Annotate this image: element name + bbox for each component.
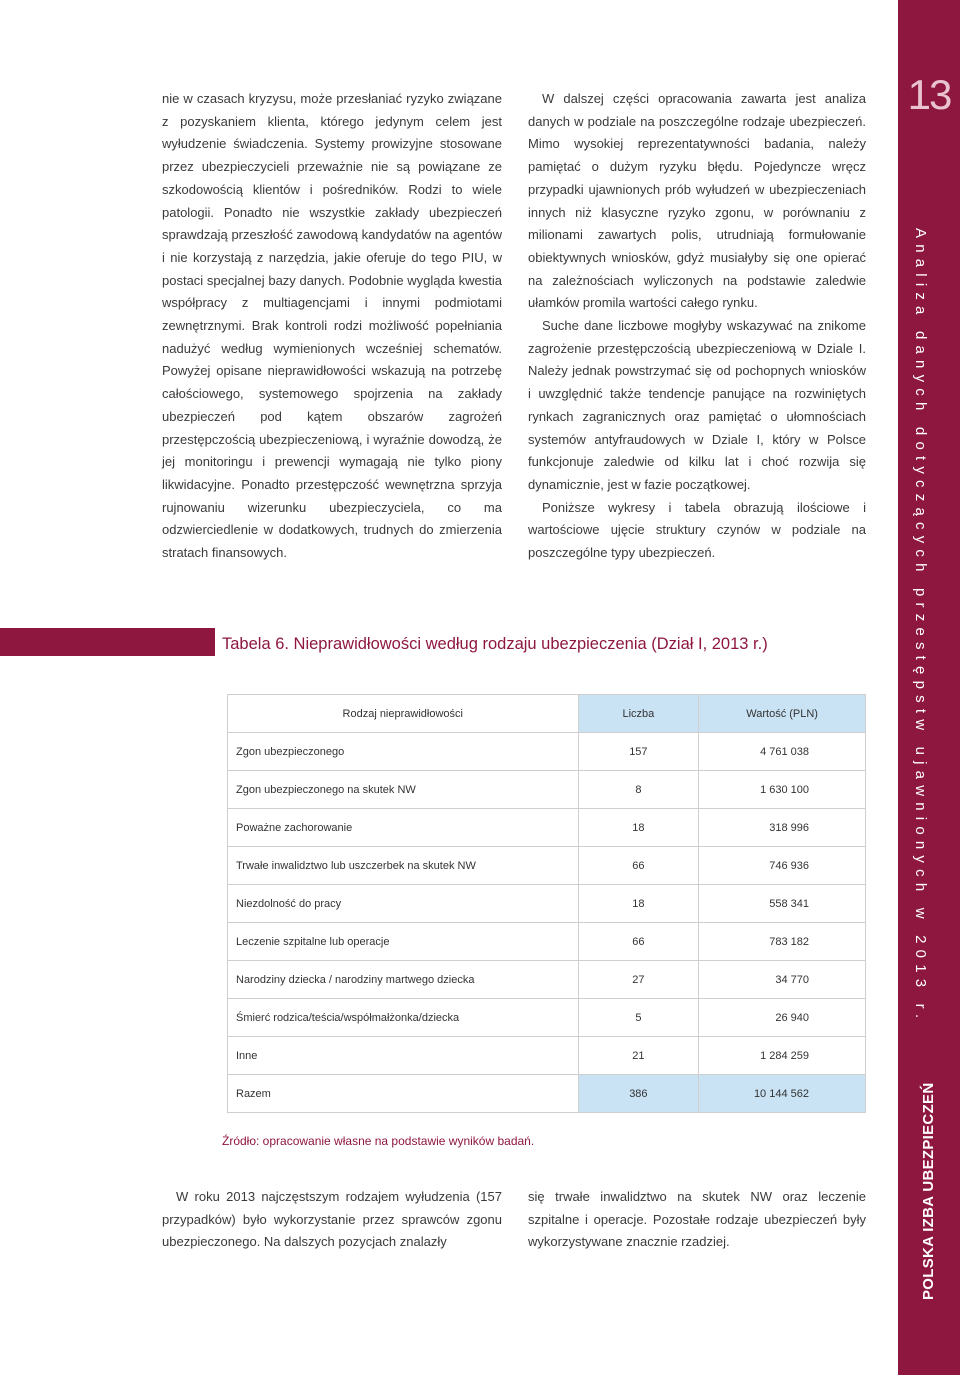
bottom-right-paragraph: się trwałe inwalidztwo na skutek NW oraz leczenie szpitalne i operacje. Pozostałe rodzaje ubezpieczeń były wykorzystywane znacznie rzadziej. <box>528 1189 866 1250</box>
row-value: 34 770 <box>699 961 866 999</box>
row-value: 4 761 038 <box>699 733 866 771</box>
table-accent-bar <box>0 628 215 656</box>
header-value: Wartość (PLN) <box>699 695 866 733</box>
row-count: 21 <box>578 1037 699 1075</box>
row-count: 66 <box>578 847 699 885</box>
row-value: 1 630 100 <box>699 771 866 809</box>
table-row <box>228 923 866 961</box>
publisher-name: POLSKA IZBA UBEZPIECZEŃ <box>920 1082 937 1300</box>
bottom-left-column <box>162 1186 502 1254</box>
row-type: Inne <box>228 1037 579 1075</box>
header-count: Liczba <box>578 695 699 733</box>
right-column <box>528 88 866 565</box>
table-row <box>228 847 866 885</box>
right-paragraph-3: Poniższe wykresy i tabela obrazują ilościowe i wartościowe ujęcie struktury czynów w podziale na poszczególne typy ubezpieczeń. <box>528 499 866 561</box>
row-type: Zgon ubezpieczonego na skutek NW <box>228 771 579 809</box>
table-header-row <box>228 695 866 733</box>
row-count: 66 <box>578 923 699 961</box>
row-count: 18 <box>578 809 699 847</box>
row-type: Narodziny dziecka / narodziny martwego dziecka <box>228 961 579 999</box>
row-type: Leczenie szpitalne lub operacje <box>228 923 579 961</box>
row-count: 18 <box>578 885 699 923</box>
total-value: 10 144 562 <box>699 1075 866 1113</box>
table-row <box>228 1037 866 1075</box>
table-row <box>228 999 866 1037</box>
table-row <box>228 885 866 923</box>
row-count: 5 <box>578 999 699 1037</box>
table-source-note: Źródło: opracowanie własne na podstawie wyników badań. <box>222 1134 535 1148</box>
left-paragraph-1: nie w czasach kryzysu, może przesłaniać ryzyko związane z pozyskaniem klienta, którego jedynym celem jest wyłudzenie świadczenia. Systemy prowizyjne stosowane przez ubezpieczycieli przeważnie nie są powiązane ze szkodowością klientów i pośredników. Rodzi to wiele patologii. Ponadto nie wszystkie zakłady ubezpieczeń sprawdzają przeszłość zawodową kandydatów na agentów i nie korzystają z narzędzia, jakie oferuje do tego PIU, w postaci specjalnej bazy danych. Podobnie wygląda kwestia współpracy z multiagencjami i innymi podmiotami zewnętrznymi. Brak kontroli rodzi możliwość popełniania nadużyć według wymienionych wcześniej schematów. Powyżej opisane nieprawidłowości wskazują na potrzebę całościowego, systemowego spojrzenia na zakłady ubezpieczeń pod kątem obszarów zagrożeń przestępczością ubezpieczeniową, i wyraźnie dowodzą, że jej monitoringu i prewencji wymagają nie tylko piony likwidacyjne. Ponadto przestępczość wewnętrzna sprzyja rujnowaniu wizerunku ubezpieczyciela, co ma odzwierciedlenie w dodatkowych, trudnych do zmierzenia stratach finansowych. <box>162 91 502 561</box>
table-row <box>228 809 866 847</box>
row-value: 1 284 259 <box>699 1037 866 1075</box>
table-row <box>228 961 866 999</box>
bottom-left-paragraph: W roku 2013 najczęstszym rodzajem wyłudzenia (157 przypadków) było wykorzystanie przez sprawców zgonu ubezpieczonego. Na dalszych pozycjach znalazły <box>162 1189 502 1250</box>
total-count: 386 <box>578 1075 699 1113</box>
row-value: 26 940 <box>699 999 866 1037</box>
irregularities-table <box>227 694 866 1113</box>
row-value: 558 341 <box>699 885 866 923</box>
left-column <box>162 88 502 565</box>
row-value: 318 996 <box>699 809 866 847</box>
row-value: 783 182 <box>699 923 866 961</box>
row-count: 8 <box>578 771 699 809</box>
header-type: Rodzaj nieprawidłowości <box>228 695 579 733</box>
running-header: Analiza danych dotyczących przestępstw ujawnionych w 2013 r. <box>912 228 929 1025</box>
table-row <box>228 733 866 771</box>
right-paragraph-2: Suche dane liczbowe mogłyby wskazywać na znikome zagrożenie przestępczością ubezpieczeniową w Dziale I. Należy jednak powstrzymać się od pochopnych wniosków i uwzględnić także tendencje panujące na rozwiniętych rynkach zagranicznych oraz pamiętać o ułomnościach systemów antyfraudowych w Dziale I, który w Polsce funkcjonuje zaledwie od kilku lat i choć rozwija się dynamicznie, jest w fazie początkowej. <box>528 318 866 492</box>
row-type: Poważne zachorowanie <box>228 809 579 847</box>
table-title: Tabela 6. Nieprawidłowości według rodzaju ubezpieczenia (Dział I, 2013 r.) <box>222 635 768 653</box>
table-row <box>228 771 866 809</box>
row-type: Niezdolność do pracy <box>228 885 579 923</box>
row-type: Śmierć rodzica/teścia/współmałżonka/dziecka <box>228 999 579 1037</box>
bottom-right-column <box>528 1186 866 1254</box>
total-label: Razem <box>228 1075 579 1113</box>
row-count: 157 <box>578 733 699 771</box>
right-paragraph-1: W dalszej części opracowania zawarta jest analiza danych w podziale na poszczególne rodzaje ubezpieczeń. Mimo wysokiej reprezentatywności badania, należy pamiętać o dużym ryzyku błędu. Pojedyncze wręcz przypadki ujawnionych prób wyłudzeń w ubezpieczeniach innych niż klasyczne ryzyko zgonu, w porównaniu z milionami zawartych polis, utrudniają formułowanie obiektywnych wniosków, gdyż musiałyby się one opierać na zależnościach wyliczonych na podstawie zaledwie ułamków promila wartości całego rynku. <box>528 91 866 311</box>
row-type: Zgon ubezpieczonego <box>228 733 579 771</box>
table-total-row <box>228 1075 866 1113</box>
row-type: Trwałe inwalidztwo lub uszczerbek na skutek NW <box>228 847 579 885</box>
row-count: 27 <box>578 961 699 999</box>
row-value: 746 936 <box>699 847 866 885</box>
page-number: 13 <box>907 71 951 118</box>
